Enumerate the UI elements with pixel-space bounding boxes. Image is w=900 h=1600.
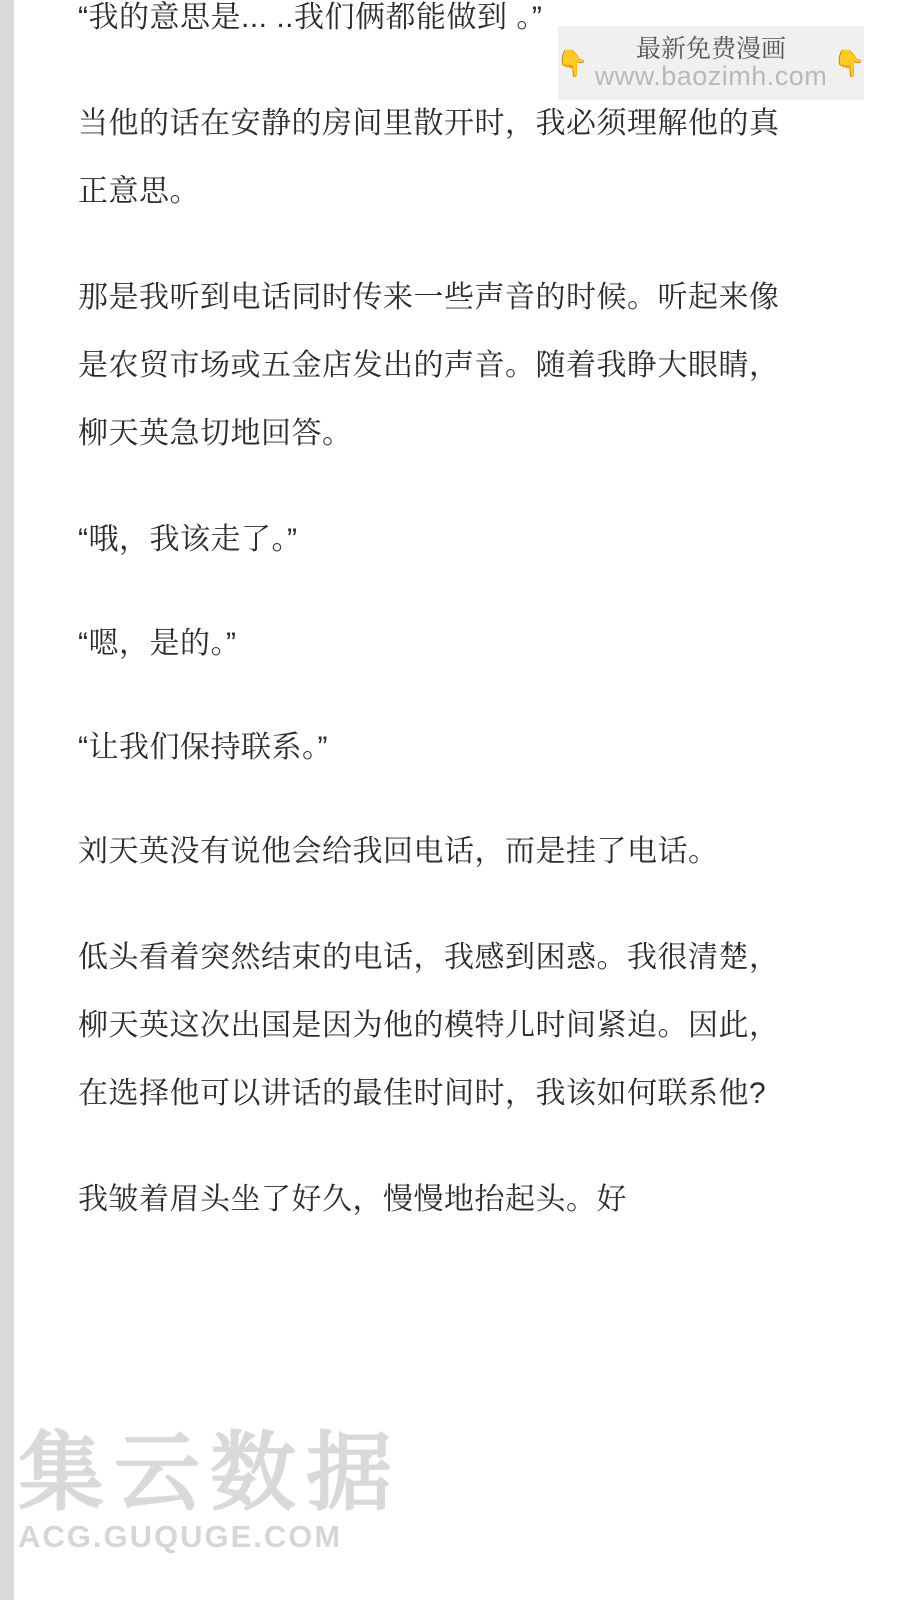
overlay-watermark (18, 1424, 402, 1554)
site-watermark-url: www.baozimh.com (594, 60, 828, 91)
paragraph: “我的意思是... ..我们俩都能做到 。” (78, 1, 543, 34)
paragraph: 那是我听到电话同时传来一些声音的时候。听起来像是农贸市场或五金店发出的声音。随着我睁大眼睛，柳天英急切地回答。 (78, 281, 780, 450)
site-watermark-text (595, 36, 828, 91)
down-arrow-icon: 👇 (833, 48, 866, 78)
paragraph: 我皱着眉头坐了好久，慢慢地抬起头。好 (78, 1183, 627, 1216)
paragraph: 当他的话在安静的房间里散开时，我必须理解他的真正意思。 (78, 107, 780, 208)
paragraph: 低头看着突然结束的电话，我感到困惑。我很清楚，柳天英这次出国是因为他的模特儿时间紧迫。因此，在选择他可以讲话的最佳时间时，我该如何联系他? (78, 941, 780, 1110)
overlay-watermark-cn: 集云数据 (18, 1424, 402, 1521)
overlay-watermark-en: ACG.GUQUGE.COM (18, 1518, 343, 1554)
paragraph: “让我们保持联系。” (78, 731, 328, 764)
paragraph: “嗯，是的。” (78, 627, 237, 660)
down-arrow-icon: 👇 (556, 48, 589, 78)
paragraph: 刘天英没有说他会给我回电话，而是挂了电话。 (78, 835, 719, 868)
site-watermark-badge (558, 26, 864, 100)
site-watermark-title: 最新免费漫画 (636, 34, 787, 63)
left-edge-strip (0, 0, 14, 1600)
story-text-block (78, 0, 808, 1272)
paragraph: “哦，我该走了。” (78, 523, 298, 556)
